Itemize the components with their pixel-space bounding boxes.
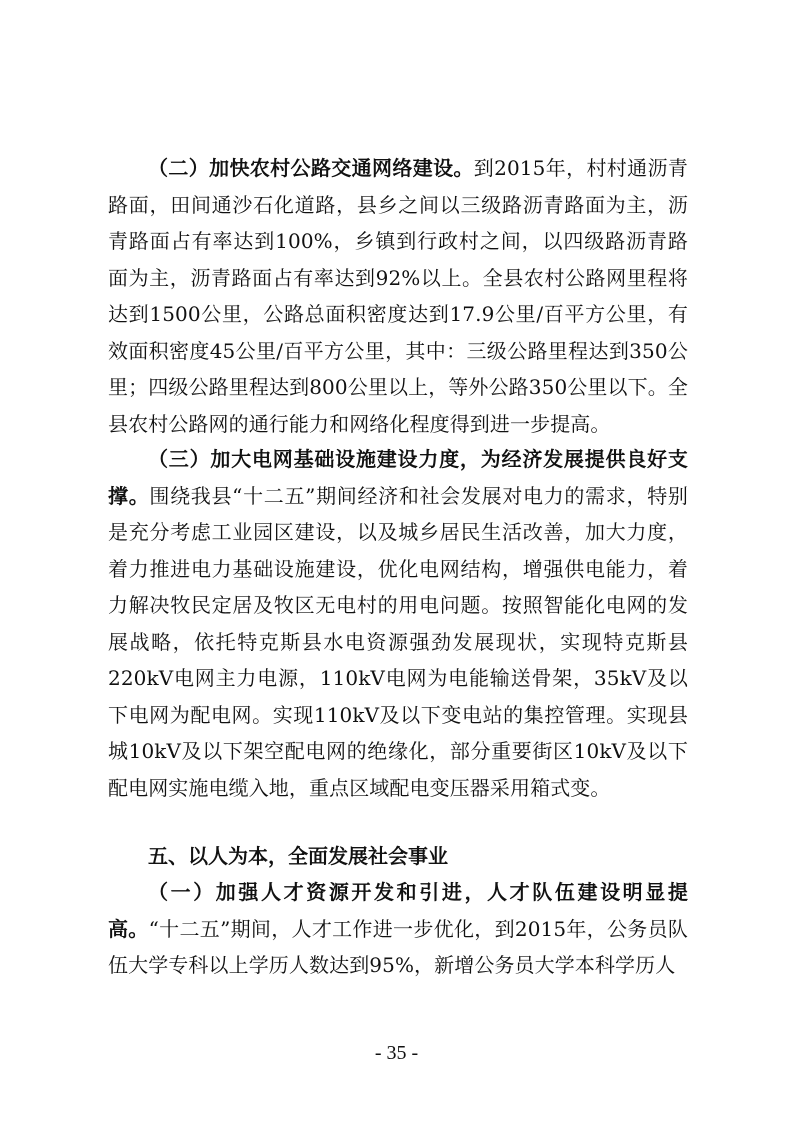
paragraph-body: 到2015年，村村通沥青路面，田间通沙石化道路，县乡之间以三级路沥青路面为主，沥青路面占有率达到100%，乡镇到行政村之间，以四级路沥青路面为主，沥青路面占有率达到92%以上。全县农村公路网里程将达到1500公里，公路总面积密度达到17.9公里/百平方公里，有效面积密度45公里/百平方公里，其中：三级公路里程达到350公里；四级公路里程达到800公里以上，等外公路350公里以下。全县农村公路网的通行能力和网络化程度得到进一步提高。 bbox=[108, 156, 688, 436]
page-number: - 35 - bbox=[374, 1042, 419, 1064]
paragraph-lead: （一）加强人才资源开发和引进，人才队伍建设明显提高。 bbox=[108, 880, 688, 941]
paragraph-rural-roads bbox=[108, 150, 688, 442]
paragraph-body: 围绕我县“十二五”期间经济和社会发展对电力的需求，特别是充分考虑工业园区建设，以及城乡居民生活改善，加大力度，着力推进电力基础设施建设，优化电网结构，增强供电能力，着力解决牧民定居及牧区无电村的用电问题。按照智能化电网的发展战略，依托特克斯县水电资源强劲发展现状，实现特克斯县220kV电网主力电源，110kV电网为电能输送骨架，35kV及以下电网为配电网。实现110kV及以下变电站的集控管理。实现县城10kV及以下架空配电网的绝缘化，部分重要街区10kV及以下配电网实施电缆入地，重点区域配电变压器采用箱式变。 bbox=[108, 483, 688, 800]
paragraph-body: “十二五”期间，人才工作进一步优化，到2015年，公务员队伍大学专科以上学历人数达到95%，新增公务员大学本科学历人 bbox=[108, 916, 689, 977]
paragraph-lead: （三）加大电网基础设施建设力度，为经济发展提供良好支撑。 bbox=[108, 447, 688, 508]
section-heading: 五、以人为本，全面发展社会事业 bbox=[148, 844, 448, 868]
paragraph-power-grid bbox=[108, 441, 688, 806]
paragraph-lead: （二）加快农村公路交通网络建设。 bbox=[148, 156, 474, 180]
paragraph-talent bbox=[108, 874, 688, 984]
